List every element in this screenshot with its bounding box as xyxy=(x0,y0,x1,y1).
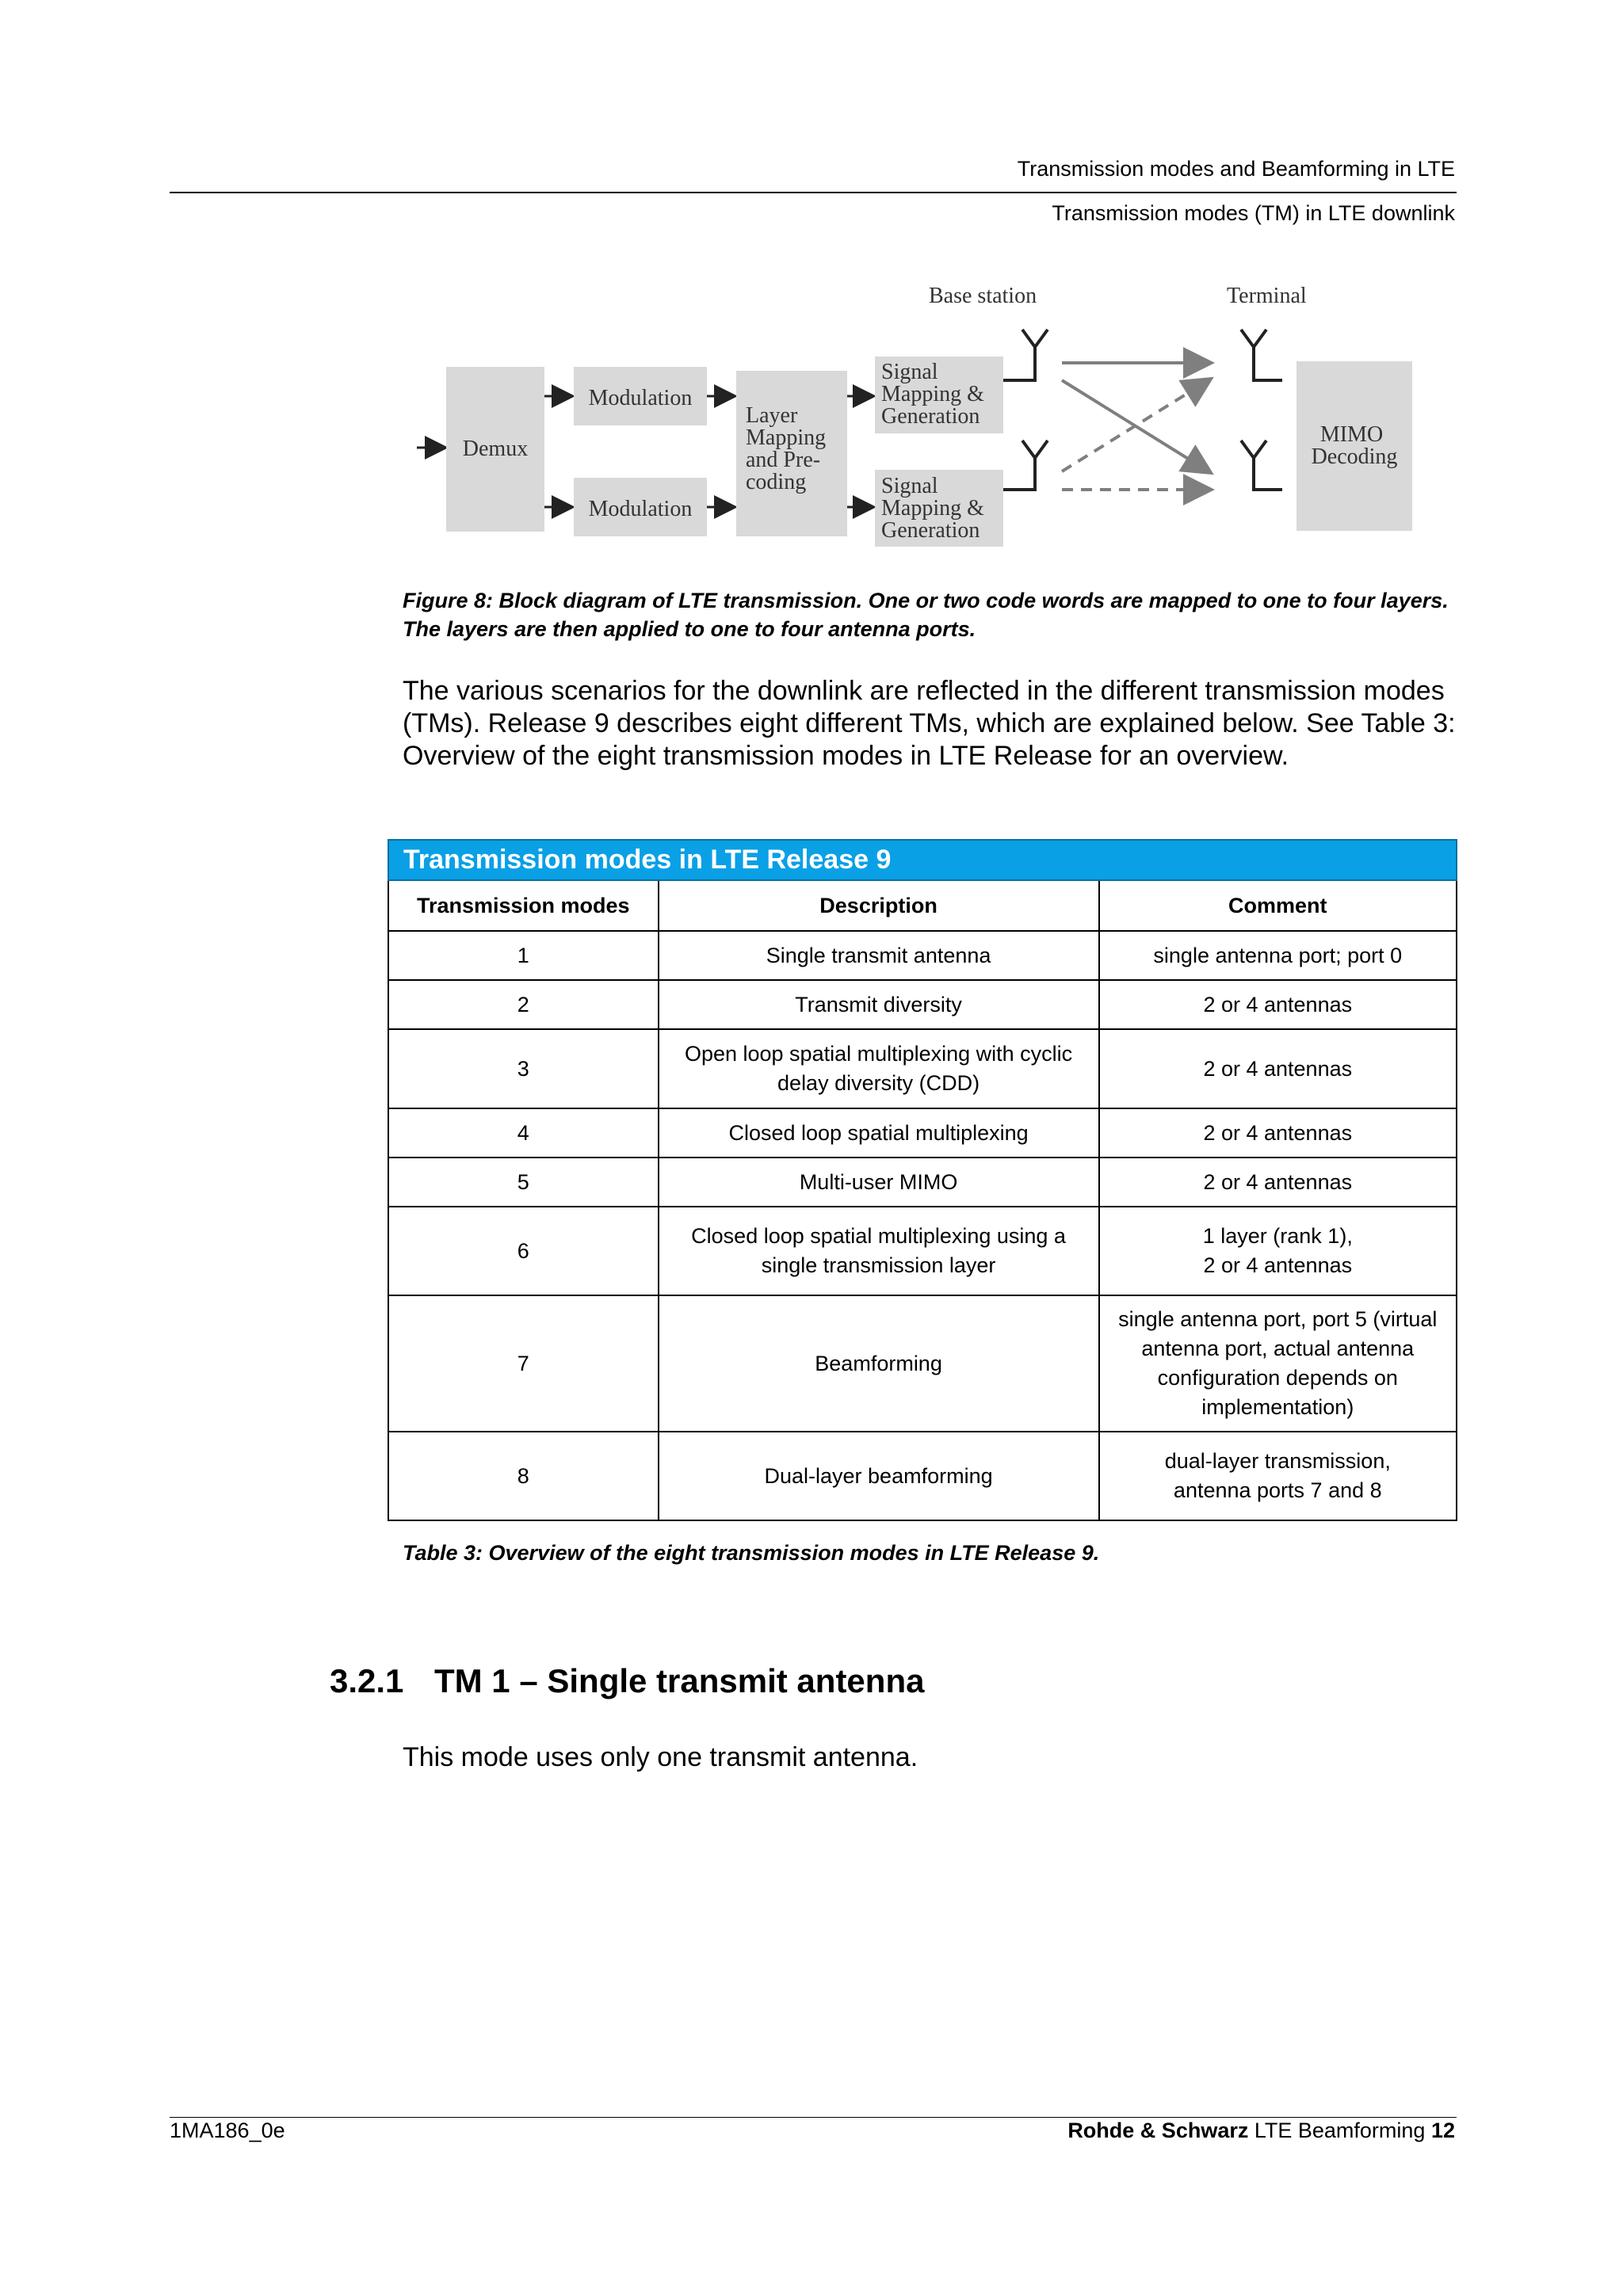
section-number: 3.2.1 xyxy=(330,1662,404,1699)
table-row xyxy=(388,1432,1457,1520)
table-cell-description: Single transmit antenna xyxy=(659,931,1099,980)
lte-block-diagram xyxy=(396,277,1458,547)
terminal-label: Terminal xyxy=(1227,284,1307,308)
table-cell-description: Closed loop spatial multiplexing using a single transmission layer xyxy=(659,1207,1099,1295)
running-header-title: Transmission modes and Beamforming in LTE xyxy=(1017,157,1455,181)
mimo-line-1: MIMO xyxy=(1319,422,1384,447)
table-row xyxy=(388,980,1457,1029)
table-row xyxy=(388,1207,1457,1295)
table-cell-mode: 5 xyxy=(388,1158,659,1207)
layer-mapping-line-1: Layer xyxy=(746,403,798,428)
tx-antenna-icon-2 xyxy=(1003,441,1048,490)
table-cell-comment: 1 layer (rank 1), 2 or 4 antennas xyxy=(1099,1207,1457,1295)
table-cell-mode: 4 xyxy=(388,1108,659,1158)
layer-mapping-line-4: coding xyxy=(746,470,807,494)
table-cell-mode: 3 xyxy=(388,1029,659,1108)
rx-antenna-icon-2 xyxy=(1241,441,1282,490)
signal1-line-2: Mapping & xyxy=(881,382,984,406)
modulation-label-1: Modulation xyxy=(588,386,693,410)
table-cell-description: Dual-layer beamforming xyxy=(659,1432,1099,1520)
table-cell-mode: 6 xyxy=(388,1207,659,1295)
table-row xyxy=(388,1158,1457,1207)
demux-label: Demux xyxy=(462,437,529,461)
table-cell-description: Transmit diversity xyxy=(659,980,1099,1029)
mimo-line-2: Decoding xyxy=(1311,444,1398,469)
signal1-line-1: Signal xyxy=(881,360,938,384)
footer-product: LTE Beamforming xyxy=(1248,2119,1431,2142)
header-rule xyxy=(170,192,1457,193)
table-cell-description: Beamforming xyxy=(659,1295,1099,1432)
table-row xyxy=(388,1295,1457,1432)
table-cell-comment: single antenna port, port 5 (virtual antenna port, actual antenna configuration depends on implementation) xyxy=(1099,1295,1457,1432)
table-cell-comment: 2 or 4 antennas xyxy=(1099,1029,1457,1108)
figure-caption: Figure 8: Block diagram of LTE transmission. One or two code words are mapped to one to four layers. The layers are then applied to one to four antenna ports. xyxy=(403,589,1449,641)
footer-rule xyxy=(170,2117,1457,2118)
signal2-line-1: Signal xyxy=(881,474,938,498)
table-cell-mode: 1 xyxy=(388,931,659,980)
table-header-mode: Transmission modes xyxy=(388,880,659,931)
footer-page-number: 12 xyxy=(1430,2119,1455,2142)
table-row xyxy=(388,1029,1457,1108)
table-row xyxy=(388,1108,1457,1158)
footer-doc-id: 1MA186_0e xyxy=(170,2119,285,2142)
table-cell-comment: 2 or 4 antennas xyxy=(1099,980,1457,1029)
table-cell-comment: 2 or 4 antennas xyxy=(1099,1158,1457,1207)
table-cell-comment: single antenna port; port 0 xyxy=(1099,931,1457,980)
table-cell-description: Multi-user MIMO xyxy=(659,1158,1099,1207)
base-station-label: Base station xyxy=(929,284,1037,308)
table-header-comment: Comment xyxy=(1099,880,1457,931)
section-paragraph: This mode uses only one transmit antenna. xyxy=(403,1742,918,1772)
transmission-modes-table xyxy=(388,839,1457,1521)
table-cell-comment: dual-layer transmission, antenna ports 7 and 8 xyxy=(1099,1432,1457,1520)
table-cell-description: Open loop spatial multiplexing with cyclic delay diversity (CDD) xyxy=(659,1029,1099,1108)
table-cell-mode: 8 xyxy=(388,1432,659,1520)
rx-antenna-icon-1 xyxy=(1241,330,1282,380)
table-cell-comment: 2 or 4 antennas xyxy=(1099,1108,1457,1158)
mimo-decoding-label xyxy=(1312,422,1398,469)
tx-antenna-icon-1 xyxy=(1003,330,1048,380)
signal2-line-3: Generation xyxy=(881,518,980,543)
section-heading xyxy=(330,1662,924,1700)
table-cell-mode: 7 xyxy=(388,1295,659,1432)
table-cell-mode: 2 xyxy=(388,980,659,1029)
section-title: TM 1 – Single transmit antenna xyxy=(434,1662,925,1699)
table-body xyxy=(388,931,1457,1520)
table-row xyxy=(388,931,1457,980)
signal2-line-2: Mapping & xyxy=(881,496,984,521)
intro-paragraph: The various scenarios for the downlink are reflected in the different transmission modes (TMs). Release 9 describes eight different TMs, which are explained below. See Table 3: Overview of the eight transmission modes in LTE Release for an overview. xyxy=(403,676,1456,771)
layer-mapping-line-2: Mapping xyxy=(746,425,827,450)
layer-mapping-line-3: and Pre- xyxy=(746,448,821,472)
footer-company: Rohde & Schwarz xyxy=(1067,2119,1249,2142)
table-title: Transmission modes in LTE Release 9 xyxy=(388,840,1457,880)
modulation-label-2: Modulation xyxy=(588,497,693,521)
table-cell-description: Closed loop spatial multiplexing xyxy=(659,1108,1099,1158)
signal1-line-3: Generation xyxy=(881,404,980,429)
footer-branding xyxy=(1067,2119,1455,2143)
table-header-description: Description xyxy=(659,880,1099,931)
running-header-section: Transmission modes (TM) in LTE downlink xyxy=(1052,201,1455,225)
table-caption: Table 3: Overview of the eight transmission modes in LTE Release 9. xyxy=(403,1541,1100,1565)
